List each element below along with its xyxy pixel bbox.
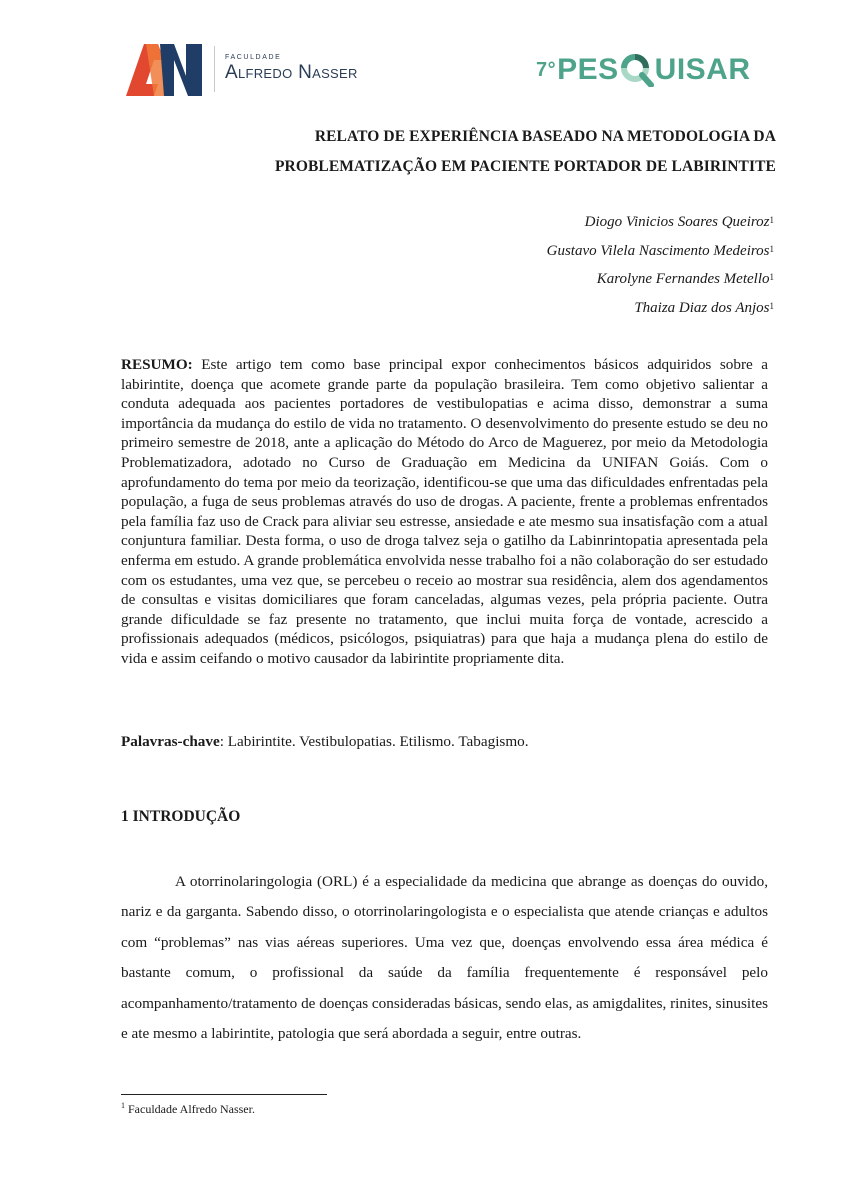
logo-big-text: Alfredo Nasser — [225, 62, 358, 83]
introduction-paragraph: A otorrinolaringologia (ORL) é a especialidade da medicina que abrange as doenças do ouvido, nariz e da garganta. Sabendo disso, o otorrinolaringologista e o especialista que atende crianças e adultos com “problemas” nas vias aéreas superiores. Uma vez que, doenças envolvendo essa área médica é bastante comum, o profissional da saúde da família frequentemente é responsável pelo acompanhamento/tratamento de doenças consideradas básicas, sendo elas, as amigdalites, rinites, sinusites e ate mesmo a labirintite, patologia que será abordada a seguir, entre outras. — [121, 873, 768, 1043]
faculdade-alfredo-nasser-logo — [124, 40, 358, 98]
magnifier-q-icon — [620, 53, 654, 87]
title-line-1: RELATO DE EXPERIÊNCIA BASEADO NA METODOLOGIA DA — [314, 128, 776, 145]
footnote-text: Faculdade Alfredo Nasser. — [128, 1102, 255, 1116]
author-name: Karolyne Fernandes Metello — [596, 271, 770, 287]
logo-wordmark — [225, 54, 358, 84]
footnote-mark: 1 — [121, 1101, 125, 1110]
paper-title — [120, 122, 776, 182]
abstract-label: RESUMO: — [121, 356, 193, 373]
author-list — [547, 208, 774, 322]
author-name: Diogo Vinicios Soares Queiroz — [584, 214, 770, 230]
footnote — [121, 1102, 255, 1117]
pesquisar-text-end: UISAR — [654, 53, 751, 86]
pesquisar-prefix: 7° — [536, 58, 557, 81]
logo-divider — [214, 46, 215, 92]
pesquisar-wordmark — [536, 53, 751, 87]
am-logo-icon — [124, 40, 206, 98]
section-heading: 1 INTRODUÇÃO — [121, 808, 241, 825]
author-name: Thaiza Diaz dos Anjos — [634, 299, 770, 316]
keywords-label: Palavras-chave — [121, 733, 220, 750]
title-line-2: PROBLEMATIZAÇÃO EM PACIENTE PORTADOR DE LABIRINTITE — [274, 158, 776, 175]
author-name: Gustavo Vilela Nascimento Medeiros — [546, 242, 770, 259]
author — [547, 265, 774, 294]
logo-small-text: FACULDADE — [225, 54, 282, 61]
keywords-text: : Labirintite. Vestibulopatias. Etilismo. Tabagismo. — [219, 733, 529, 750]
pesquisar-text-start: PES — [557, 53, 619, 86]
affiliation-mark: 1 — [769, 300, 774, 311]
author — [547, 294, 774, 323]
pesquisar-logo — [536, 42, 751, 98]
footnote-separator — [121, 1094, 327, 1095]
author — [547, 237, 774, 266]
abstract — [121, 355, 768, 669]
affiliation-mark: 1 — [769, 243, 774, 254]
affiliation-mark: 1 — [769, 215, 774, 225]
affiliation-mark: 1 — [769, 272, 774, 282]
abstract-text: Este artigo tem como base principal expor conhecimentos básicos adquiridos sobre a labirintite, doença que acomete grande parte da população brasileira. Tem como objetivo salientar a conduta adequada aos pacientes portadores de vestibulopatias e acima disso, demonstrar a suma importância da mudança do estilo de vida no tratamento. O desenvolvimento do presente estudo se deu no primeiro semestre de 2018, ante a aplicação do Método do Arco de Maguerez, por meio da Metodologia Problematizadora, adotado no Curso de Graduação em Medicina da UNIFAN Goiás. Com o aprofundamento do tema por meio da teorização, identificou-se que uma das dificuldades enfrentadas pela população, a fuga de seus problemas através do uso de drogas. A paciente, frente a problemas enfrentados pela família faz uso de Crack para aliviar seu estresse, ansiedade e ate mesmo sua insatisfação com a atual conjuntura familiar. Desta forma, o uso de droga talvez seja o gatilho da Labinrintopatia apresentada pela enferma em estudo. A grande problemática envolvida nesse trabalho foi a não colaboração do ser estudado com os estudantes, uma vez que, se percebeu o receio ao mostrar sua residência, alem dos agendamentos de consultas e visitas domiciliares que foram canceladas, algumas vezes, pela própria paciente. Outra grande dificuldade se faz presente no tratamento, que inclui muita força de vontade, acrescido a profissionais adequados (médicos, psicólogos, psiquiatras) para que haja a mudança plena do estilo de vida e assim ceifando o motivo causador da labirintite propriamente dita. — [121, 356, 768, 667]
author — [547, 208, 774, 237]
keywords — [121, 733, 768, 751]
